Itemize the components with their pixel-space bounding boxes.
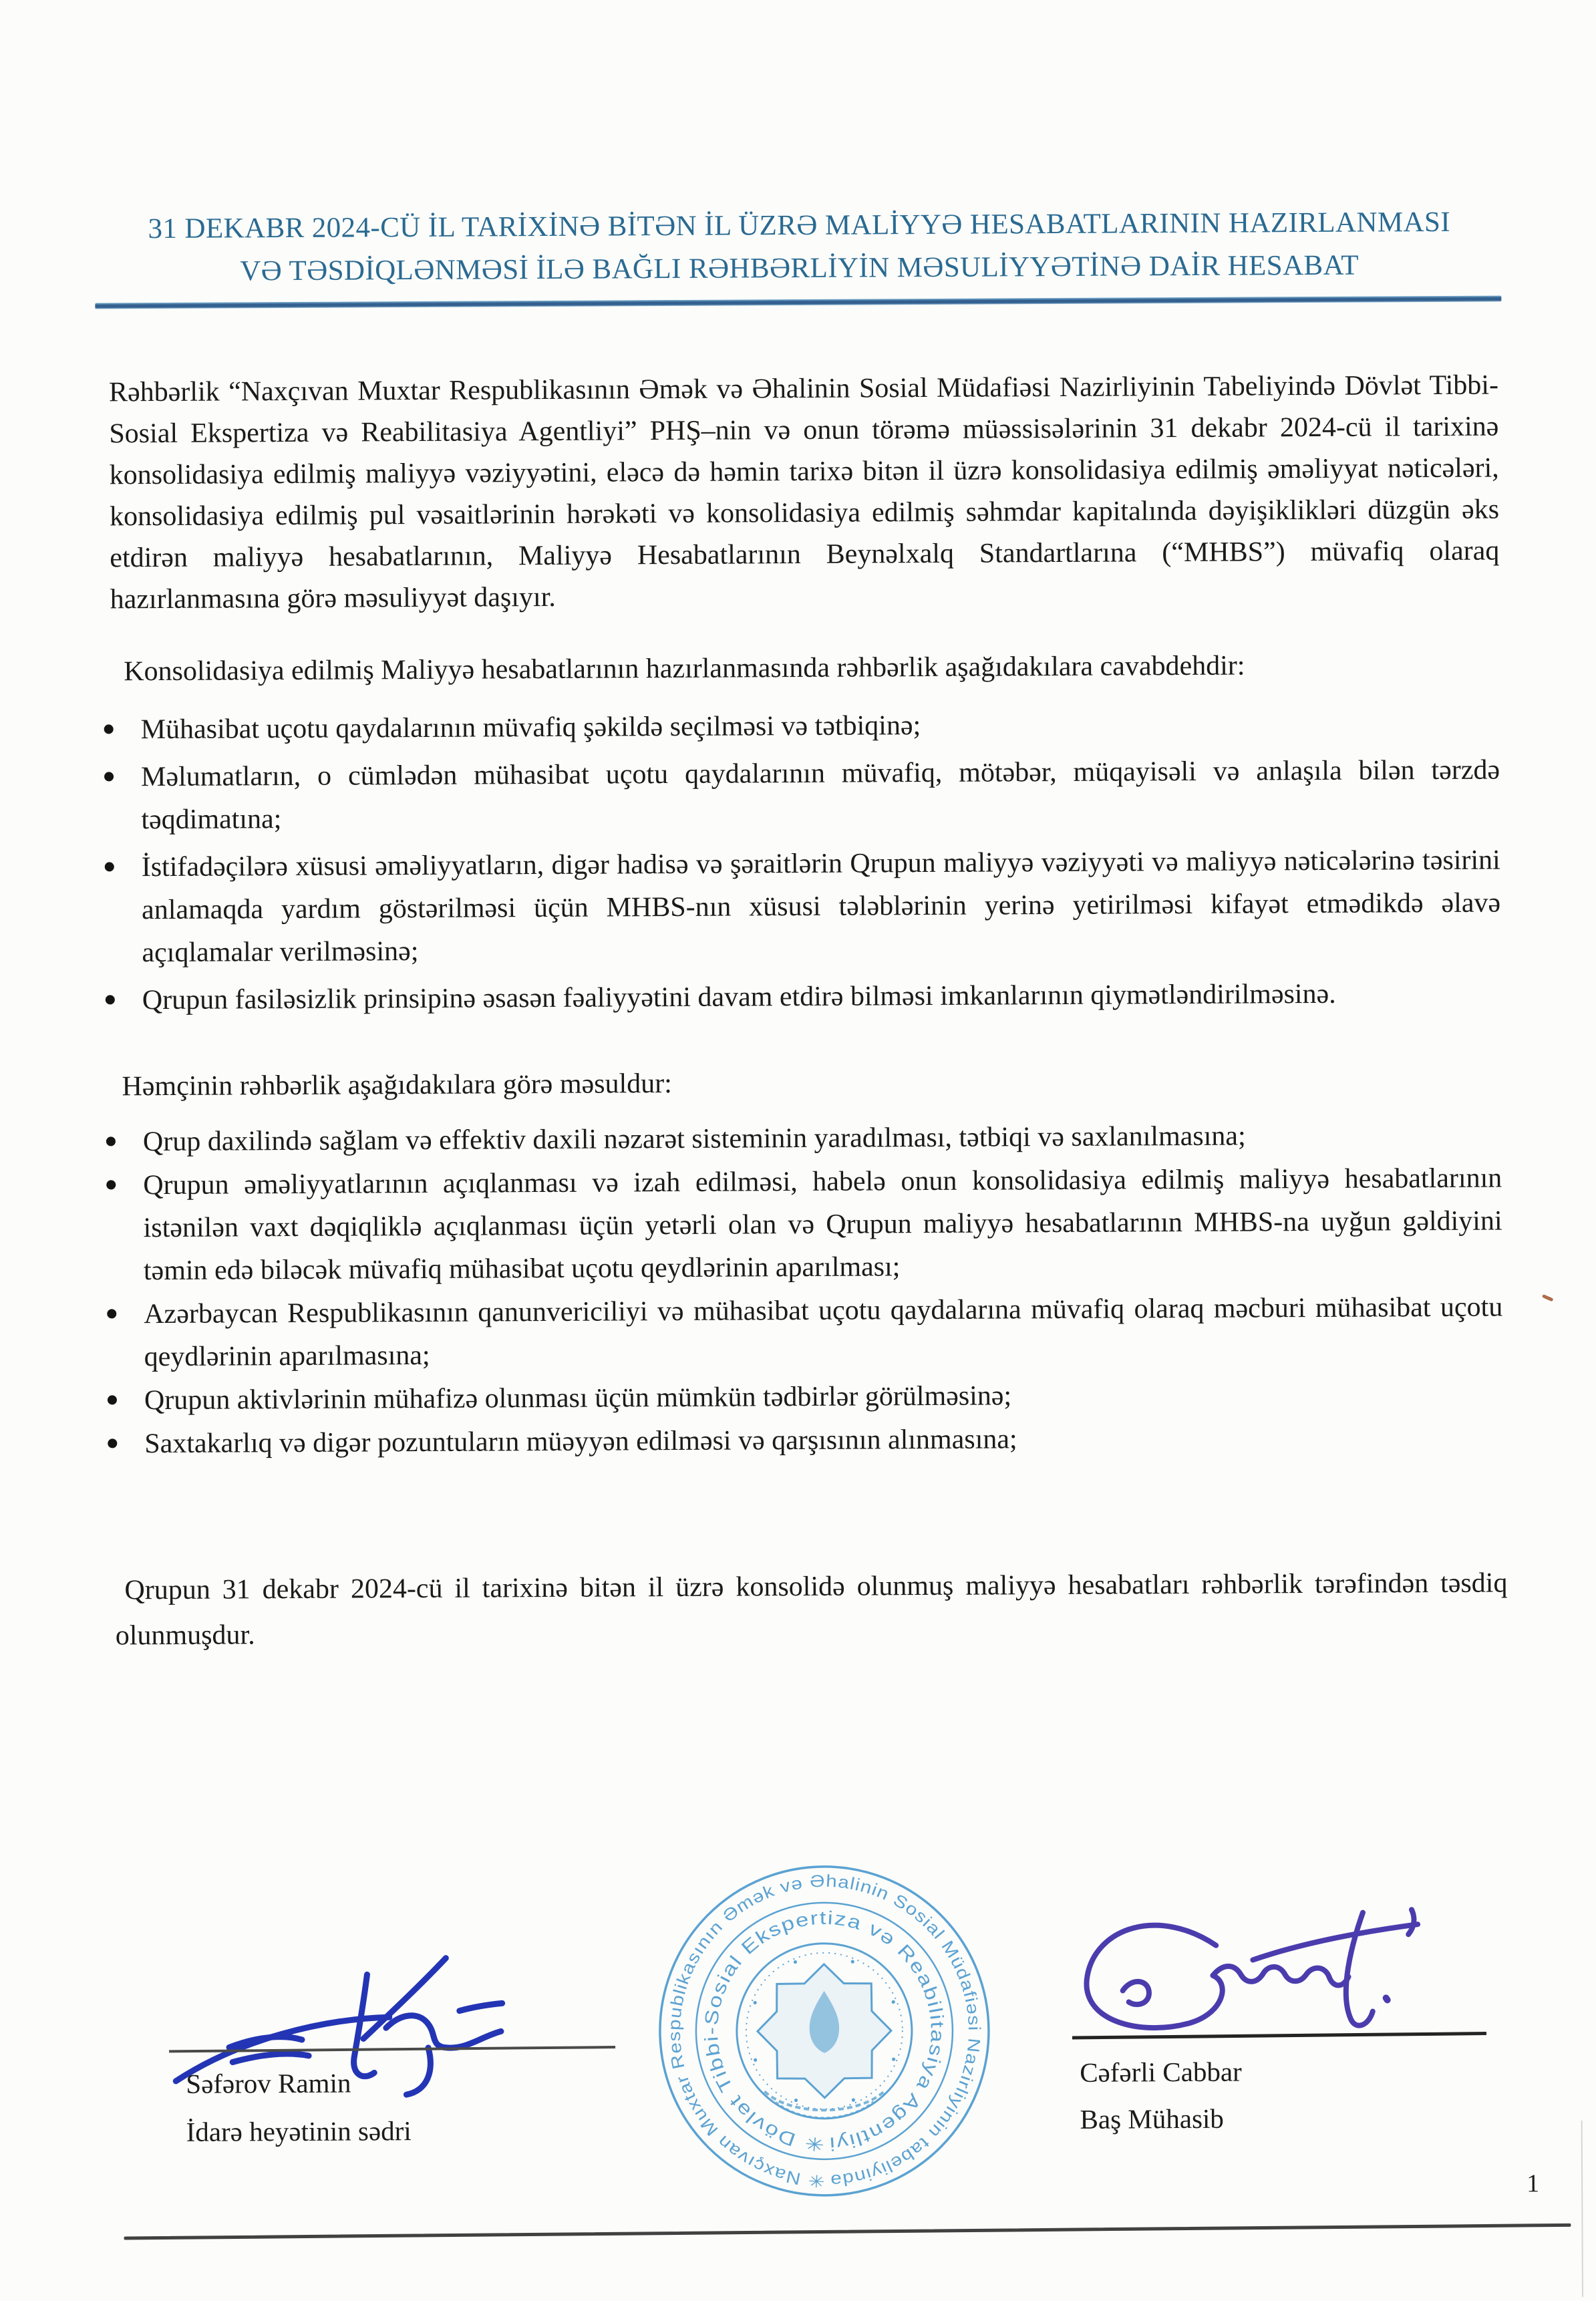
list-item: Qrupun əməliyyatlarının açıqlanması və izah edilməsi, habelə onun konsolidasiya edilmiş maliyyə hesabatlarının istənilən vaxt dəqiqliklə açıqlanması üçün yetərli olan və Qrupun maliyyə hesabatlarının MHBS-na uyğun gəldiyini təmin edə biləcək müvafiq mühasibat uçotu qeydlərinin aparılması;	[103, 1157, 1502, 1293]
list-item: Qrupun aktivlərinin mühafizə olunması üçün mümkün tədbirlər görülməsinə;	[104, 1372, 1503, 1422]
signer-name-left: Səfərov Ramin	[186, 2067, 351, 2099]
report-title	[1, 200, 1596, 295]
signer-name-right: Cəfərli Cabbar	[1080, 2056, 1242, 2088]
stamp-dot	[754, 2058, 757, 2062]
responsibility-list	[101, 702, 1501, 1027]
signature-stroke	[1253, 1924, 1418, 1960]
signature-stroke	[1213, 1966, 1348, 1986]
stamp-dot	[892, 2058, 895, 2061]
report-title-line1: 31 DEKABR 2024-CÜ İL TARİXİNƏ BİTƏN İL ÜZRƏ MALİYYƏ HESABATLARININ HAZIRLANMASI	[148, 206, 1451, 245]
stamp-dot	[794, 2099, 798, 2102]
signature-stroke	[386, 2015, 501, 2048]
stamp-outer-ring-text: ✳ Naxçıvan Muxtar Respublikasının Əmək və Əhalinin Sosial Müdafiəsi Nazirliyinin tabeliyində	[665, 1871, 983, 2191]
list-item: Qrup daxilində sağlam və effektiv daxili nəzarət sisteminin yaradılması, tətbiqi və saxlanılmasına;	[103, 1114, 1502, 1164]
signature-stroke	[1408, 1909, 1414, 1934]
stamp-dot	[852, 2098, 855, 2101]
ink-speck-artifact	[1542, 1294, 1554, 1301]
page-number: 1	[1527, 2169, 1540, 2198]
signature-stroke	[232, 2054, 309, 2062]
intro-paragraph: Rəhbərlik “Naxçıvan Muxtar Respublikasının Əmək və Əhalinin Sosial Müdafiəsi Nazirliyinin Tabeliyində Dövlət Tibbi-Sosial Ekspertiza və Reabilitasiya Agentliyi” PHŞ–nin və onun törəmə müəssisələrinin 31 dekabr 2024-cü il tarixinə konsolidasiya edilmiş maliyyə vəziyyətini, eləcə də həmin tarixə bitən il üzrə konsolidasiya edilmiş əməliyyat nəticələri, konsolidasiya edilmiş pul vəsaitlərinin hərəkəti və konsolidasiya edilmiş səhmdar kapitalında dəyişiklikləri düzgün əks etdirən maliyyə hesabatlarının, Maliyyə Hesabatlarının Beynəlxalq Standartlarına (“MHBS”) müvafiq olaraq hazırlanmasına görə məsuliyyət daşıyır.	[108, 369, 1500, 615]
signature-stroke	[460, 2003, 502, 2010]
stamp-dot	[892, 2000, 895, 2004]
signature-stroke	[1086, 1925, 1223, 2028]
scan-edge-artifact	[1581, 2121, 1583, 2297]
also-responsible-paragraph: Həmçinin rəhbərlik aşağıdakılara görə məsuldur:	[122, 1068, 672, 1102]
list-item: Məlumatların, o cümlədən mühasibat uçotu qaydalarının müvafiq, mötəbər, müqayisəli və anlaşıla bilən tərzdə təqdimatına;	[101, 749, 1500, 842]
signature-right-ink	[1059, 1904, 1424, 2040]
signature-stroke	[1386, 1998, 1388, 2000]
signer-title-right: Baş Mühasib	[1080, 2103, 1224, 2135]
list-item: Saxtakarlıq və digər pozuntuların müəyyən edilməsi və qarşısının alınmasına;	[104, 1416, 1503, 1466]
list-item: Azərbaycan Respublikasının qanunvericiliyi və mühasibat uçotu qaydalarına müvafiq olaraq məcburi mühasibat uçotu qeydlərinin aparılmasına;	[104, 1286, 1503, 1379]
signature-stroke	[363, 1958, 446, 2039]
title-underline	[95, 295, 1501, 309]
signature-stroke	[353, 1974, 374, 2076]
responsibility-intro-paragraph: Konsolidasiya edilmiş Maliyyə hesabatlarının hazırlanmasında rəhbərlik aşağıdakılara cavabdehdir:	[124, 650, 1245, 687]
additional-responsibility-list	[103, 1114, 1504, 1467]
report-title-line2: VƏ TƏSDİQLƏNMƏSİ İLƏ BAĞLI RƏHBƏRLİYİN MƏSULİYYƏTİNƏ DAİR HESABAT	[240, 249, 1360, 287]
stamp-dot	[754, 2001, 757, 2004]
stamp-dot	[851, 1960, 854, 1963]
list-item: Qrupun fasiləsizlik prinsipinə əsasən fəaliyyətini davam etdirə bilməsi imkanlarının qiymətləndirilməsinə.	[102, 972, 1501, 1022]
signature-stroke	[1123, 1982, 1149, 2004]
signature-stroke	[406, 2048, 431, 2095]
list-item: Mühasibat uçotu qaydalarının müvafiq şəkildə seçilməsi və tətbiqinə;	[101, 702, 1500, 752]
list-item: İstifadəçilərə xüsusi əməliyyatların, digər hadisə və şəraitlərin Qrupun maliyyə vəziyyəti və maliyyə nəticələrinə təsirini anlamaqda yardım göstərilməsi üçün MHBS-nın xüsusi tələblərinin yerinə yetirilməsi kifayət etmədikdə əlavə açıqlamalar verilməsinə;	[102, 839, 1501, 975]
official-round-stamp	[657, 1863, 993, 2199]
stamp-dot	[794, 1960, 797, 1964]
approval-paragraph: Qrupun 31 dekabr 2024-cü il tarixinə bitən il üzrə konsolidə olunmuş maliyyə hesabatları rəhbərlik tərəfindən təsdiq olunmuşdur.	[115, 1567, 1508, 1652]
signer-title-left: İdarə heyətinin sədri	[186, 2115, 412, 2147]
stamp-inner-ring-text: ✳ Dövlət Tibbi-Sosial Ekspertiza və Reabilitasiya Agentliyi	[700, 1907, 949, 2155]
footer-rule	[124, 2223, 1571, 2240]
